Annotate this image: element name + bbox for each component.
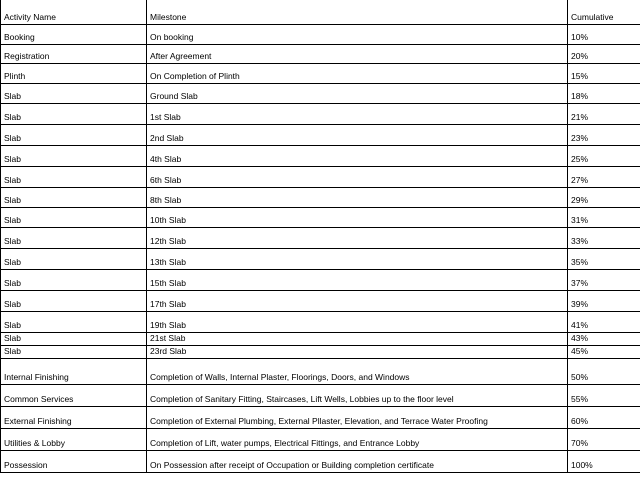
activity-cell: External Finishing	[1, 407, 147, 429]
activity-cell: Slab	[1, 167, 147, 188]
milestone-cell: Completion of Walls, Internal Plaster, Floorings, Doors, and Windows	[147, 359, 568, 385]
milestone-cell: Completion of External Plumbing, External Pllaster, Elevation, and Terrace Water Proofing	[147, 407, 568, 429]
milestone-cell: 15th Slab	[147, 270, 568, 291]
milestone-cell: 21st Slab	[147, 333, 568, 346]
table-row	[1, 429, 640, 451]
cumulative-cell: 31%	[568, 208, 640, 228]
cumulative-cell: 20%	[568, 45, 640, 64]
milestone-cell: 12th Slab	[147, 228, 568, 249]
header-cumulative: Cumulative	[568, 0, 640, 25]
cumulative-cell: 29%	[568, 188, 640, 208]
milestone-cell: 1st Slab	[147, 104, 568, 125]
table-row	[1, 249, 640, 270]
header-activity-name: Activity Name	[1, 0, 147, 25]
table-row	[1, 45, 640, 64]
activity-cell: Utilities & Lobby	[1, 429, 147, 451]
cumulative-cell: 33%	[568, 228, 640, 249]
activity-cell: Internal Finishing	[1, 359, 147, 385]
table-row	[1, 104, 640, 125]
table-row	[1, 291, 640, 312]
activity-cell: Plinth	[1, 64, 147, 84]
milestone-cell: 10th Slab	[147, 208, 568, 228]
activity-cell: Slab	[1, 333, 147, 346]
milestone-cell: On Possession after receipt of Occupation or Building completion certificate	[147, 451, 568, 473]
cumulative-cell: 10%	[568, 25, 640, 45]
activity-cell: Booking	[1, 25, 147, 45]
table-row	[1, 346, 640, 359]
milestone-cell: 6th Slab	[147, 167, 568, 188]
table-row	[1, 312, 640, 333]
activity-cell: Slab	[1, 146, 147, 167]
table-row	[1, 146, 640, 167]
cumulative-cell: 25%	[568, 146, 640, 167]
activity-cell: Slab	[1, 270, 147, 291]
cumulative-cell: 100%	[568, 451, 640, 473]
table-row	[1, 84, 640, 104]
cumulative-cell: 27%	[568, 167, 640, 188]
cumulative-cell: 70%	[568, 429, 640, 451]
table-header-row	[1, 0, 640, 25]
table-row	[1, 333, 640, 346]
cumulative-cell: 43%	[568, 333, 640, 346]
table-row	[1, 228, 640, 249]
milestone-cell: 23rd Slab	[147, 346, 568, 359]
cumulative-cell: 35%	[568, 249, 640, 270]
table-row	[1, 270, 640, 291]
milestone-cell: 19th Slab	[147, 312, 568, 333]
table-row	[1, 167, 640, 188]
activity-cell: Slab	[1, 188, 147, 208]
cumulative-cell: 39%	[568, 291, 640, 312]
activity-cell: Possession	[1, 451, 147, 473]
milestone-cell: 8th Slab	[147, 188, 568, 208]
cumulative-cell: 41%	[568, 312, 640, 333]
cumulative-cell: 55%	[568, 385, 640, 407]
cumulative-cell: 21%	[568, 104, 640, 125]
cumulative-cell: 37%	[568, 270, 640, 291]
cumulative-cell: 45%	[568, 346, 640, 359]
table-row	[1, 407, 640, 429]
table-row	[1, 385, 640, 407]
activity-cell: Registration	[1, 45, 147, 64]
table-row	[1, 359, 640, 385]
cumulative-cell: 15%	[568, 64, 640, 84]
activity-cell: Slab	[1, 346, 147, 359]
activity-cell: Slab	[1, 228, 147, 249]
table-row	[1, 125, 640, 146]
activity-cell: Slab	[1, 104, 147, 125]
milestone-cell: Ground Slab	[147, 84, 568, 104]
table-row	[1, 208, 640, 228]
cumulative-cell: 60%	[568, 407, 640, 429]
header-milestone: Milestone	[147, 0, 568, 25]
activity-cell: Slab	[1, 291, 147, 312]
activity-cell: Slab	[1, 125, 147, 146]
activity-cell: Slab	[1, 208, 147, 228]
table-row	[1, 25, 640, 45]
milestone-cell: 13th Slab	[147, 249, 568, 270]
milestone-cell: 2nd Slab	[147, 125, 568, 146]
activity-cell: Slab	[1, 249, 147, 270]
milestone-cell: After Agreement	[147, 45, 568, 64]
table-row	[1, 451, 640, 473]
activity-cell: Common Services	[1, 385, 147, 407]
cumulative-cell: 18%	[568, 84, 640, 104]
milestone-cell: Completion of Sanitary Fitting, Staircases, Lift Wells, Lobbies up to the floor level	[147, 385, 568, 407]
table-row	[1, 188, 640, 208]
activity-cell: Slab	[1, 312, 147, 333]
activity-cell: Slab	[1, 84, 147, 104]
cumulative-cell: 23%	[568, 125, 640, 146]
milestone-cell: On Completion of Plinth	[147, 64, 568, 84]
milestone-cell: On booking	[147, 25, 568, 45]
cumulative-cell: 50%	[568, 359, 640, 385]
milestone-cell: Completion of Lift, water pumps, Electrical Fittings, and Entrance Lobby	[147, 429, 568, 451]
milestone-cell: 17th Slab	[147, 291, 568, 312]
milestone-cell: 4th Slab	[147, 146, 568, 167]
table-row	[1, 64, 640, 84]
